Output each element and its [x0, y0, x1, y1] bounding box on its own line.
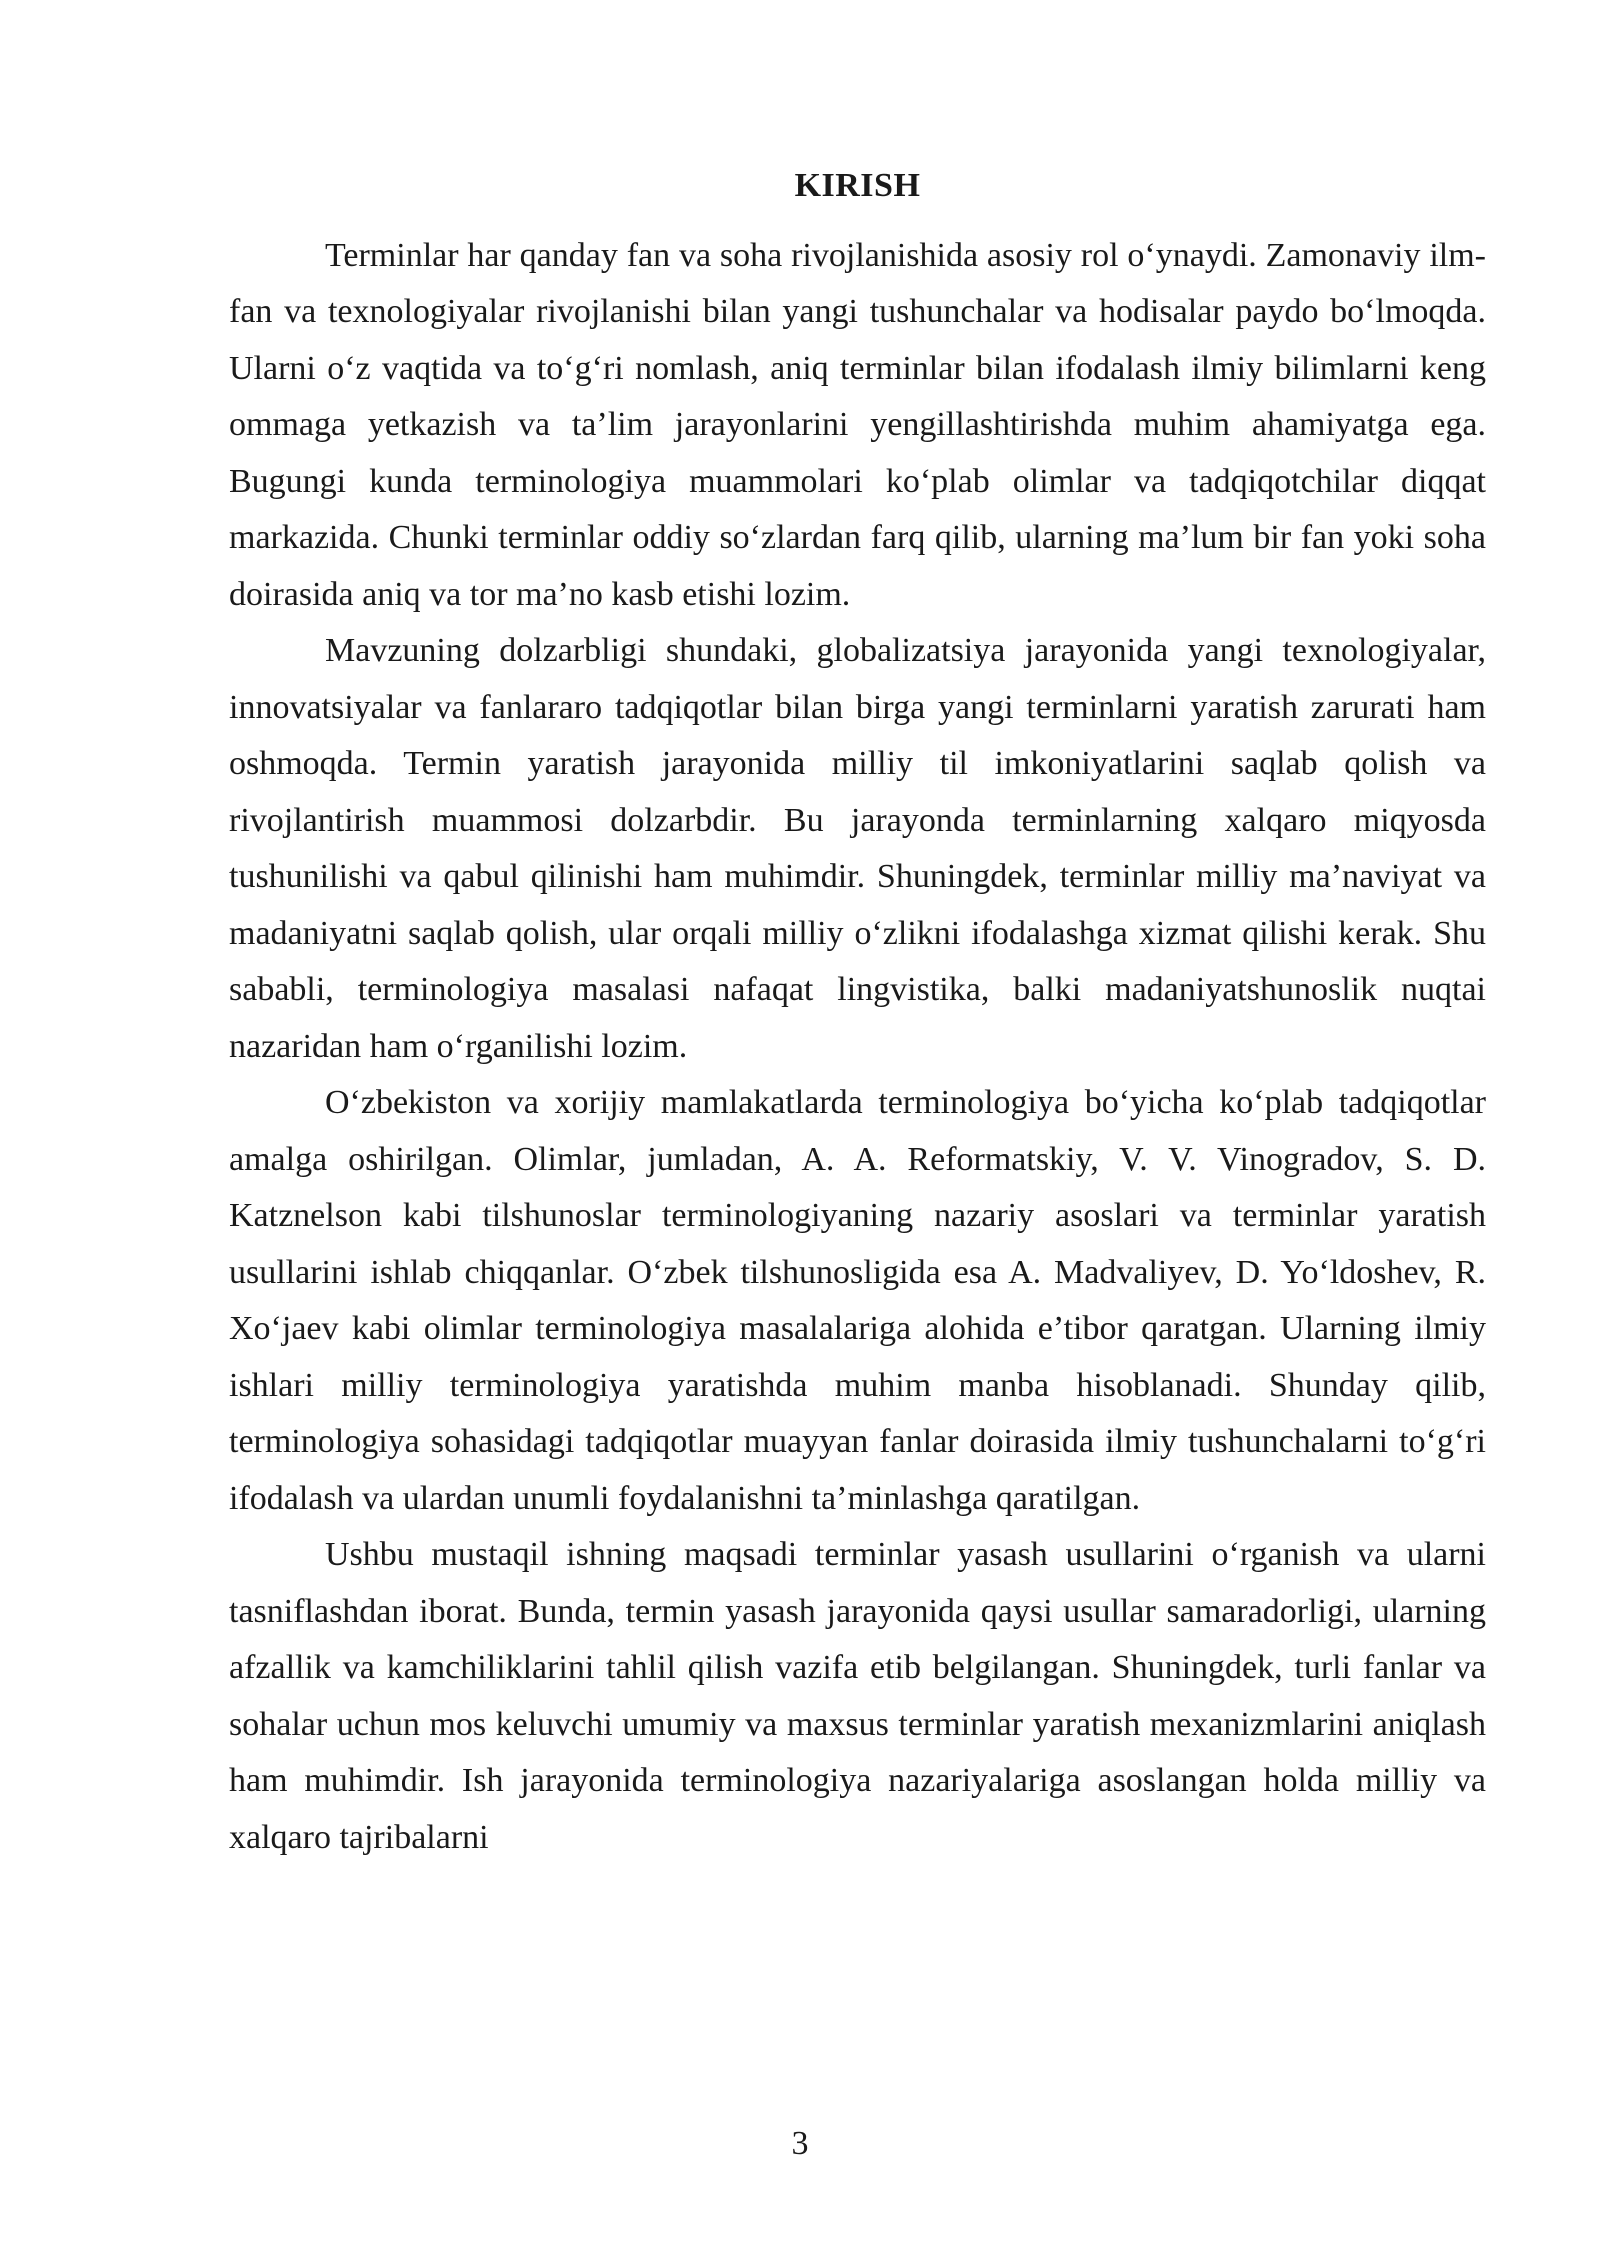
- paragraph-3: O‘zbekiston va xorijiy mamlakatlarda terminologiya bo‘yicha ko‘plab tadqiqotlar amalga oshirilgan. Olimlar, jumladan, A. A. Reformatskiy, V. V. Vinogradov, S. D. Katznelson kabi tilshunoslar terminologiyaning nazariy asoslari va terminlar yaratish usullarini ishlab chiqqanlar. O‘zbek tilshunosligida esa A. Madvaliyev, D. Yo‘ldoshev, R. Xo‘jaev kabi olimlar terminologiya masalalariga alohida e’tibor qaratgan. Ularning ilmiy ishlari milliy terminologiya yaratishda muhim manba hisoblanadi. Shunday qilib, terminologiya sohasidagi tadqiqotlar muayyan fanlar doirasida ilmiy tushunchalarni to‘g‘ri ifodalash va ulardan unumli foydalanishni ta’minlashga qaratilgan.: [229, 1084, 1486, 1517]
- page-number: 3: [791, 2125, 809, 2162]
- paragraph-2: Mavzuning dolzarbligi shundaki, globalizatsiya jarayonida yangi texnologiyalar, innovatsiyalar va fanlararo tadqiqotlar bilan birga yangi terminlarni yaratish zarurati ham oshmoqda. Termin yaratish jarayonida milliy til imkoniyatlarini saqlab qolish va rivojlantirish muammosi dolzarbdir. Bu jarayonda terminlarning xalqaro miqyosda tushunilishi va qabul qilinishi ham muhimdir. Shuningdek, terminlar milliy ma’naviyat va madaniyatni saqlab qolish, ular orqali milliy o‘zlikni ifodalashga xizmat qilishi kerak. Shu sababli, terminologiya masalasi nafaqat lingvistika, balki madaniyatshunoslik nuqtai nazaridan ham o‘rganilishi lozim.: [229, 632, 1486, 1065]
- paragraph-1: Terminlar har qanday fan va soha rivojlanishida asosiy rol o‘ynaydi. Zamonaviy ilm-fan va texnologiyalar rivojlanishi bilan yangi tushunchalar va hodisalar paydo bo‘lmoqda. Ularni o‘z vaqtida va to‘g‘ri nomlash, aniq terminlar bilan ifodalash ilmiy bilimlarni keng ommaga yetkazish va ta’lim jarayonlarini yengillashtirishda muhim ahamiyatga ega. Bugungi kunda terminologiya muammolari ko‘plab olimlar va tadqiqotchilar diqqat markazida. Chunki terminlar oddiy so‘zlardan farq qilib, ularning ma’lum bir fan yoki soha doirasida aniq va tor ma’no kasb etishi lozim.: [229, 236, 1486, 613]
- page-body: [229, 158, 1486, 1866]
- paragraph-4: Ushbu mustaqil ishning maqsadi terminlar yasash usullarini o‘rganish va ularni tasniflashdan iborat. Bunda, termin yasash jarayonida qaysi usullar samaradorligi, ularning afzallik va kamchiliklarini tahlil qilish vazifa etib belgilangan. Shuningdek, turli fanlar va sohalar uchun mos keluvchi umumiy va maxsus terminlar yaratish mexanizmlarini aniqlash ham muhimdir. Ish jarayonida terminologiya nazariyalariga asoslangan holda milliy va xalqaro tajribalarni: [229, 1536, 1486, 1856]
- section-heading: KIRISH: [794, 167, 921, 204]
